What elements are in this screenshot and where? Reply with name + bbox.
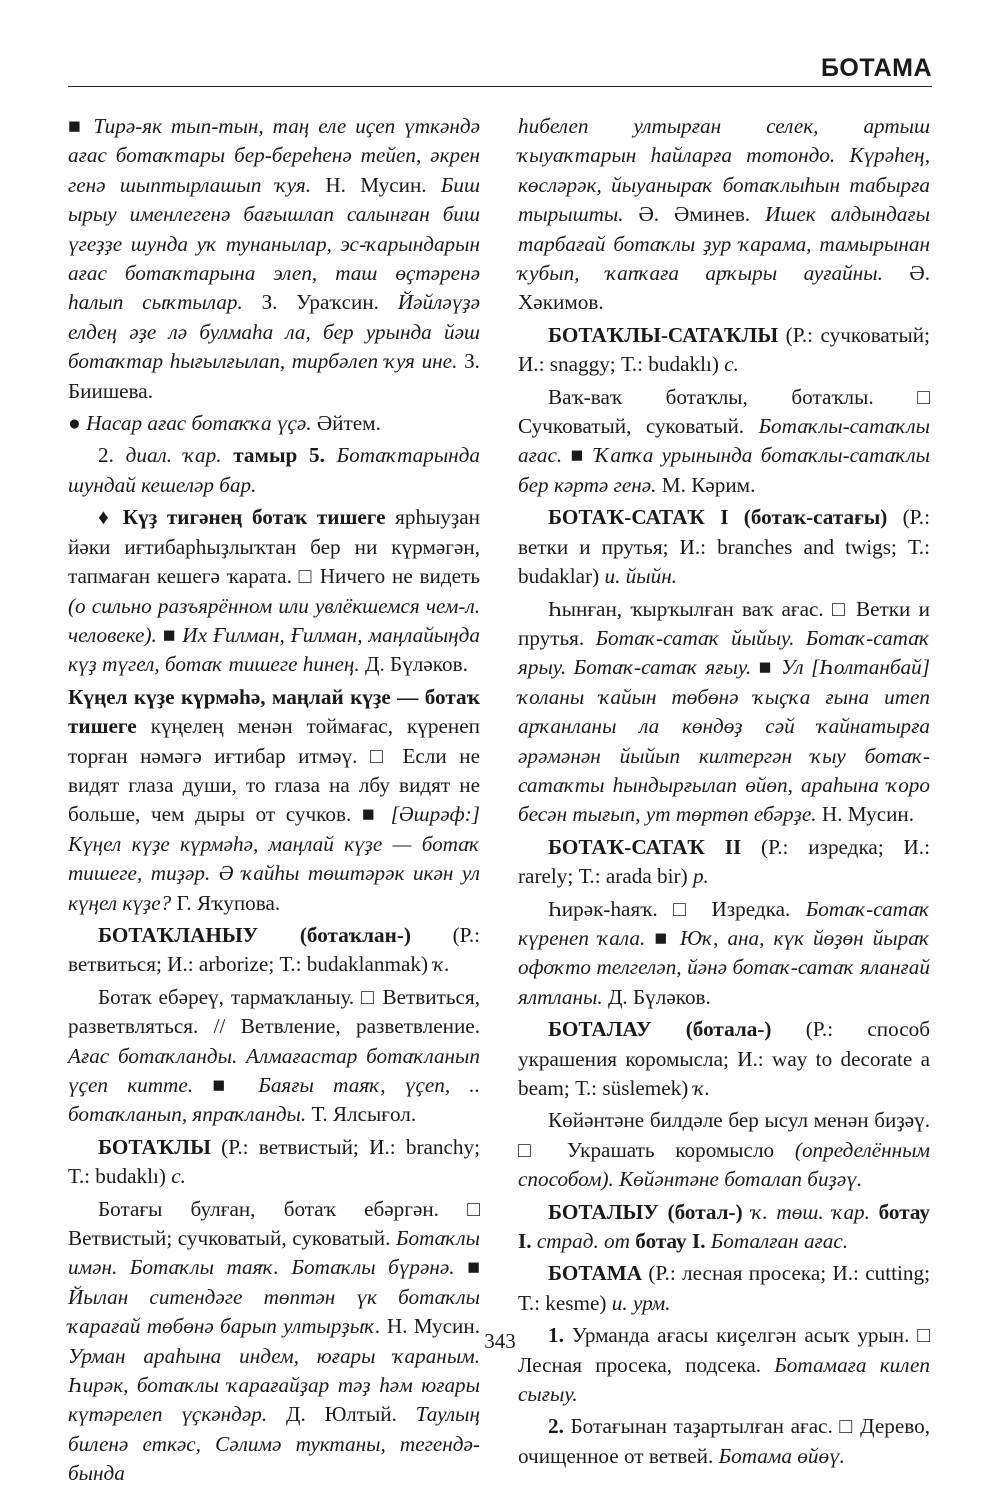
body-text: (Р.: способ украшения коромысла; И.: way to decorate a beam; Т.: süslemek) <box>518 1017 931 1100</box>
page-number: 343 <box>484 1329 516 1353</box>
example-text: Ҡапҡа урынында ботаҡлы-сатаҡлы бер кәртә генә. <box>518 443 930 497</box>
body-text: (Р.: ветки и прутья; И.: branches and twigs; Т.: budaklar) <box>518 505 930 589</box>
example-text: Ботама өйөү. <box>718 1443 845 1468</box>
example-text: Баяғы таяҡ, үҫеп, .. ботаҡланып, япраҡланды. <box>68 1073 480 1127</box>
example-text: Таулың биленә еткәс, Сәлимә туктаны, тегендә-бында <box>68 1402 480 1486</box>
body-text: Һынған, ҡырҡылған ваҡ ағас. □ Ветки и прутья. <box>518 596 930 650</box>
body-text: Урманда ағасы киҫелгән асыҡ урын. □ Лесная просека, подсека. <box>518 1323 930 1377</box>
body-text: (Р.: сучковатый; И.: snaggy; Т.: budaklı) <box>518 322 930 377</box>
example-text: с. <box>171 1164 186 1189</box>
body-text: ■ <box>193 1073 259 1097</box>
dictionary-paragraph <box>518 1015 930 1103</box>
example-text: Насар ағас ботаҡҡа үҫә. <box>86 411 312 436</box>
dictionary-paragraph <box>518 1198 930 1257</box>
example-text: (определённым способом). Көйәнтәне боталап биҙәү. <box>518 1137 930 1192</box>
example-text: диал. ҡар. <box>125 443 222 468</box>
body-text: ■ <box>68 114 94 138</box>
body-text <box>743 1200 752 1224</box>
body-text: Ваҡ-ваҡ ботаҡлы, ботаҡлы. □ Сучковатый, суковатый. <box>518 384 930 439</box>
body-text: Ә. Хәкимов. <box>518 261 930 315</box>
right-column <box>518 112 930 1474</box>
headword-text: 1. <box>548 1323 564 1348</box>
body-text: Ботағы булған, ботаҡ ебәргән. □ Ветвистый; сучковатый, суковатый. <box>68 1196 480 1251</box>
example-text: Тирә-як тып-тын, таң еле иҫеп үткәндә ағас ботаҡтары бер-береһенә тейеп, әкрен генә шыптырлашып ҡуя. <box>68 114 480 197</box>
example-text: Йәйләүҙә елдең әҙе лә булмаһа ла, бер урында йәш ботаҡтар һығылғылап, тирбәлеп ҡуя ине. <box>68 290 480 374</box>
body-text: ярһыуҙан йәки иғтибарһыҙлыҡтан бер ни күрмәгән, тапмаған кешегә ҡарата. □ Ничего не видеть <box>68 505 481 589</box>
dictionary-paragraph <box>518 1259 930 1318</box>
body-text: күңелең менән тоймағас, күренеп торған нәмәгә иғтибар итмәү. □ Если не видят глаза души, то глаза на лбу видят не больше, чем дыры от сучков. ■ <box>68 714 480 827</box>
example-text: Ботамаға килеп сығыу. <box>518 1352 930 1407</box>
dictionary-paragraph <box>518 895 930 1013</box>
example-text: и. йыйн. <box>604 564 678 589</box>
example-text: Биш ырыу именлегенә бағышлап салынған биш үгеҙҙе шунда уҡ тунанылар, эс-ҡарындарын ағас ботаҡтарына элеп, таш өҫтәренә һалып сыҡтылар. <box>68 172 480 315</box>
body-text: Әйтем. <box>311 411 381 436</box>
body-text: Д. Бүләков. <box>359 652 468 677</box>
headword-text: БОТАЛАУ (ботала-) <box>548 1017 772 1042</box>
headword-text: БОТАҠЛАНЫУ (ботаҡлан-) <box>98 922 411 947</box>
headword-text: Күңел күҙе күрмәһә, маңлай күҙе — ботаҡ тишеге <box>68 684 480 739</box>
dictionary-paragraph <box>68 683 480 918</box>
body-text: (Р.: изредка; И.: rarely; Т.: arada bir) <box>518 834 930 889</box>
example-text: Боталған ағас. <box>710 1229 849 1254</box>
dictionary-paragraph <box>518 1106 930 1194</box>
body-text: ● <box>68 411 87 436</box>
example-text: Ботаҡтарында шундай кешеләр бар. <box>68 443 480 497</box>
headword-text: БОТАҠ-САТАҠ II <box>548 834 742 859</box>
dictionary-paragraph <box>68 409 480 438</box>
body-text: ■ <box>645 925 681 950</box>
example-text: Ул [Һолтанбай] ҡоланы ҡайын төбөнә ҡыҫҡа ғына итеп арҡанланы ла көндөҙ сәй ҡайнатырға әрәмәнән йыйып килтергән ҡыу ботаҡ-сатаҡты һындырғылап өйөп, араһына ҡоро бесән тығып, ут төртөп ебәрҙе. <box>518 655 930 827</box>
example-text: ҡ. төш. ҡар. <box>751 1199 870 1224</box>
example-text: Ботаҡлы-сатаҡлы ағас. <box>518 414 930 468</box>
dictionary-paragraph <box>68 1133 480 1192</box>
body-text: Н. Мусин. <box>311 172 441 197</box>
body-text: З. Биишева. <box>68 349 480 403</box>
example-text: ҡ. <box>693 1076 711 1100</box>
headword-text: ♦ Күҙ тигәнең ботаҡ тишеге <box>98 505 386 530</box>
example-text: Их Ғилман, Ғилман, маңлайыңда күҙ түгел, ботаҡ тишеге һинең. <box>68 622 480 677</box>
dictionary-paragraph <box>68 503 480 679</box>
dictionary-paragraph <box>518 383 930 501</box>
body-text: М. Кәрим. <box>656 472 756 497</box>
example-text: Юҡ, ана, күк йөҙөн йыраҡ офоҡто телгеләп, йәнә ботаҡ-сатаҡ яланғай ялтланы. <box>518 925 930 1009</box>
body-text: 2. <box>98 443 126 468</box>
body-text: ■ <box>751 655 782 680</box>
headword-text: 2. <box>548 1414 564 1439</box>
dictionary-paragraph <box>518 1412 930 1471</box>
running-head: БОТАМА <box>820 54 932 82</box>
body-text: Н. Мусин. <box>816 802 915 827</box>
dictionary-paragraph <box>68 921 480 980</box>
body-text: З. Ураҡсин. <box>242 290 398 315</box>
example-text: Урман араһына индем, юғары ҡараным. Һирәк, ботаҡлы ҡарағайҙар тәҙ һәм юғары күтәрелеп үҫкәндәр. <box>68 1343 480 1427</box>
example-text: р. <box>692 864 709 889</box>
body-text: ■ <box>156 622 183 647</box>
body-text: (Р.: ветвистый; И.: branchy; Т.: budaklı) <box>68 1134 480 1189</box>
example-text: Йылан ситендәге төптән үк ботаҡлы ҡарағай төбөнә барып ултырҙыҡ. <box>68 1284 480 1339</box>
example-text: [Әшрәф:] Күңел күҙе күрмәһә, маңлай күҙе — ботаҡ тишеге, тиҙәр. Ә ҡайһы төштәрәк икән ул күңел күҙе? <box>68 802 480 915</box>
example-text: һибелеп ултырған селек, артыш ҡыуаҡтарын һайларға тотондо. Күрәһең, көсләрәк, йыуаныраҡ ботаҡлыһын табырға тырышты. <box>518 114 930 227</box>
header-rule <box>68 86 932 87</box>
example-text: и. урм. <box>611 1290 671 1315</box>
body-text: Көйәнтәне билдәле бер ысул менән биҙәү. □ Украшать коромысло <box>518 1108 930 1162</box>
headword-text: тамыр 5. <box>221 443 325 468</box>
body-text: ■ <box>562 443 595 468</box>
example-text: Ботаҡ-сатаҡ күренеп ҡала. <box>518 896 930 950</box>
body-text: Т. Ялсығол. <box>306 1102 417 1127</box>
example-text: страд. от <box>536 1229 630 1254</box>
headword-text: ботау I. <box>629 1229 706 1254</box>
example-text: (о сильно разъярённом или увлёкшемся чем-л. человеке). <box>68 593 480 647</box>
dictionary-paragraph <box>68 983 480 1130</box>
dictionary-paragraph <box>68 441 480 500</box>
headword-text: БОТАМА <box>548 1261 643 1286</box>
body-text: Н. Мусин. <box>380 1314 480 1339</box>
headword-text: БОТАҠЛЫ-САТАҠЛЫ <box>548 322 779 347</box>
headword-text: ботау I. <box>518 1199 930 1254</box>
example-text: Ағас ботаҡланды. Алмағастар ботаҡланып үҫеп китте. <box>68 1043 480 1097</box>
headword-text: БОТАЛЫУ (ботал-) <box>548 1199 743 1224</box>
dictionary-paragraph <box>518 595 930 830</box>
body-text: Г. Яҡупова. <box>171 890 281 915</box>
example-text: Ишек алдындағы тарбағай ботаҡлы ҙур ҡарама, тамырынан ҡубып, ҡапҡаға арҡыры ауғайны. <box>518 202 930 286</box>
dictionary-paragraph <box>518 503 930 591</box>
body-text: Ә. Әминев. <box>623 202 766 227</box>
body-text: Һирәк-һаяҡ. □ Изредка. <box>548 896 806 921</box>
headword-text: БОТАҠЛЫ <box>98 1134 211 1159</box>
headword-text: БОТАҠ-САТАҠ I (ботаҡ-сатағы) <box>548 505 888 530</box>
dictionary-paragraph <box>518 112 930 318</box>
example-text: Ботаҡ-сатаҡ йыйыу. Ботаҡ-сатаҡ ярыу. Ботаҡ-сатаҡ яғыу. <box>518 625 930 680</box>
body-text: Ботаҡ ебәреү, тармаҡланыу. □ Ветвиться, разветвляться. // Ветвление, разветвление. <box>68 984 480 1039</box>
example-text: ҡ. <box>433 952 450 977</box>
example-text: с. <box>724 352 739 377</box>
dictionary-paragraph <box>518 833 930 892</box>
dictionary-paragraph <box>518 321 930 380</box>
body-text: Д. Бүләков. <box>602 984 711 1009</box>
body-text: ■ <box>454 1255 480 1280</box>
dictionary-paragraph <box>68 112 480 406</box>
body-text: (Р.: лесная просека; И.: cutting; Т.: kesme) <box>518 1261 930 1315</box>
example-text: Ботаҡлы имән. Ботаҡлы таяҡ. Ботаҡлы бүрәнә. <box>68 1226 480 1280</box>
body-text: (Р.: ветвиться; И.: arborize; Т.: budaklanmak) <box>68 922 480 977</box>
body-text: Ботағынан таҙартылған ағас. □ Дерево, очищенное от ветвей. <box>518 1414 930 1468</box>
body-text: Д. Юлтый. <box>267 1402 416 1427</box>
left-column <box>68 112 480 1492</box>
